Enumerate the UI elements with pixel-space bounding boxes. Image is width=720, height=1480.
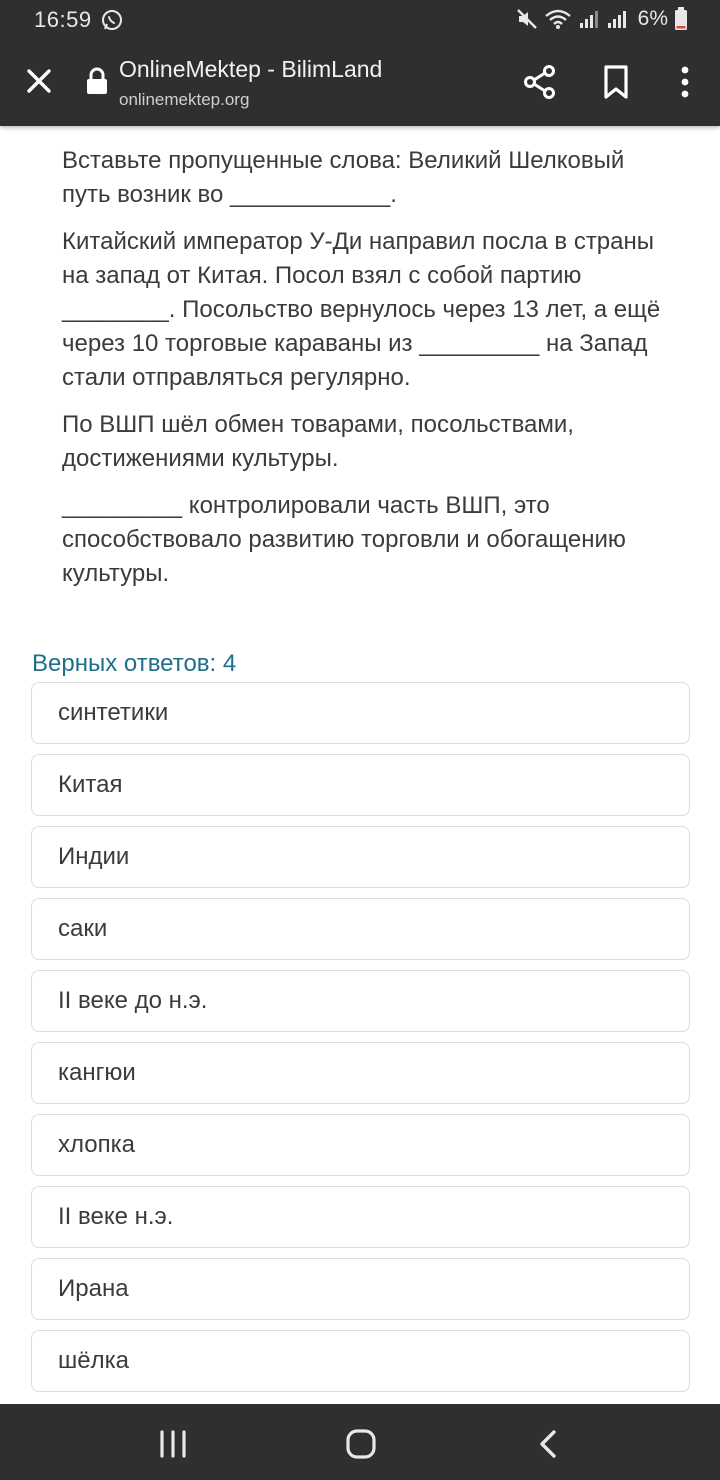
back-icon[interactable] bbox=[529, 1424, 569, 1464]
question-paragraph: _________ контролировали часть ВШП, это способствовало развитию торговли и обогащению культуры. bbox=[62, 492, 626, 587]
status-time: 16:59 bbox=[34, 7, 92, 32]
close-icon[interactable] bbox=[22, 64, 56, 98]
question-paragraph: Китайский император У-Ди направил посла в страны на запад от Китая. Посол взял с собой партию ________. Посольство вернулось через 13 лет, а ещё через 10 торговые караваны из _________ на Запад стали отправляться регулярно. bbox=[62, 228, 661, 391]
answer-option[interactable]: II веке до н.э. bbox=[31, 970, 690, 1032]
signal-icon bbox=[578, 8, 600, 30]
status-bar bbox=[0, 0, 720, 40]
page-content bbox=[0, 126, 720, 1404]
answer-option[interactable]: шёлка bbox=[31, 1330, 690, 1392]
more-vert-icon[interactable] bbox=[672, 64, 698, 100]
whatsapp-icon bbox=[100, 8, 124, 32]
signal-icon bbox=[606, 8, 628, 30]
share-icon[interactable] bbox=[522, 64, 558, 100]
answer-option[interactable]: Китая bbox=[31, 754, 690, 816]
home-icon[interactable] bbox=[341, 1424, 381, 1464]
answer-option[interactable]: саки bbox=[31, 898, 690, 960]
answer-option[interactable]: синтетики bbox=[31, 682, 690, 744]
answer-option[interactable]: Ирана bbox=[31, 1258, 690, 1320]
browser-toolbar bbox=[0, 40, 720, 126]
question-paragraph: По ВШП шёл обмен товарами, посольствами, достижениями культуры. bbox=[62, 411, 574, 472]
page-url: onlinemektep.org bbox=[119, 90, 250, 109]
answer-options-list bbox=[31, 682, 690, 1402]
question-paragraph: Вставьте пропущенные слова: Великий Шелковый путь возник во ____________. bbox=[62, 147, 625, 208]
lock-icon bbox=[86, 67, 108, 95]
battery-percent: 6% bbox=[637, 7, 668, 30]
navigation-bar bbox=[0, 1404, 720, 1480]
wifi-icon bbox=[544, 8, 572, 30]
mute-icon bbox=[516, 8, 538, 30]
answer-option[interactable]: кангюи bbox=[31, 1042, 690, 1104]
answer-option[interactable]: II веке н.э. bbox=[31, 1186, 690, 1248]
answer-option[interactable]: хлопка bbox=[31, 1114, 690, 1176]
recent-apps-icon[interactable] bbox=[153, 1424, 193, 1464]
correct-answers-count: Верных ответов: 4 bbox=[32, 650, 237, 677]
page-title: OnlineMektep - BilimLand bbox=[119, 56, 383, 82]
battery-icon bbox=[674, 7, 688, 31]
status-indicators bbox=[516, 5, 688, 33]
question-text bbox=[62, 144, 662, 604]
bookmark-icon[interactable] bbox=[600, 64, 632, 100]
answer-option[interactable]: Индии bbox=[31, 826, 690, 888]
